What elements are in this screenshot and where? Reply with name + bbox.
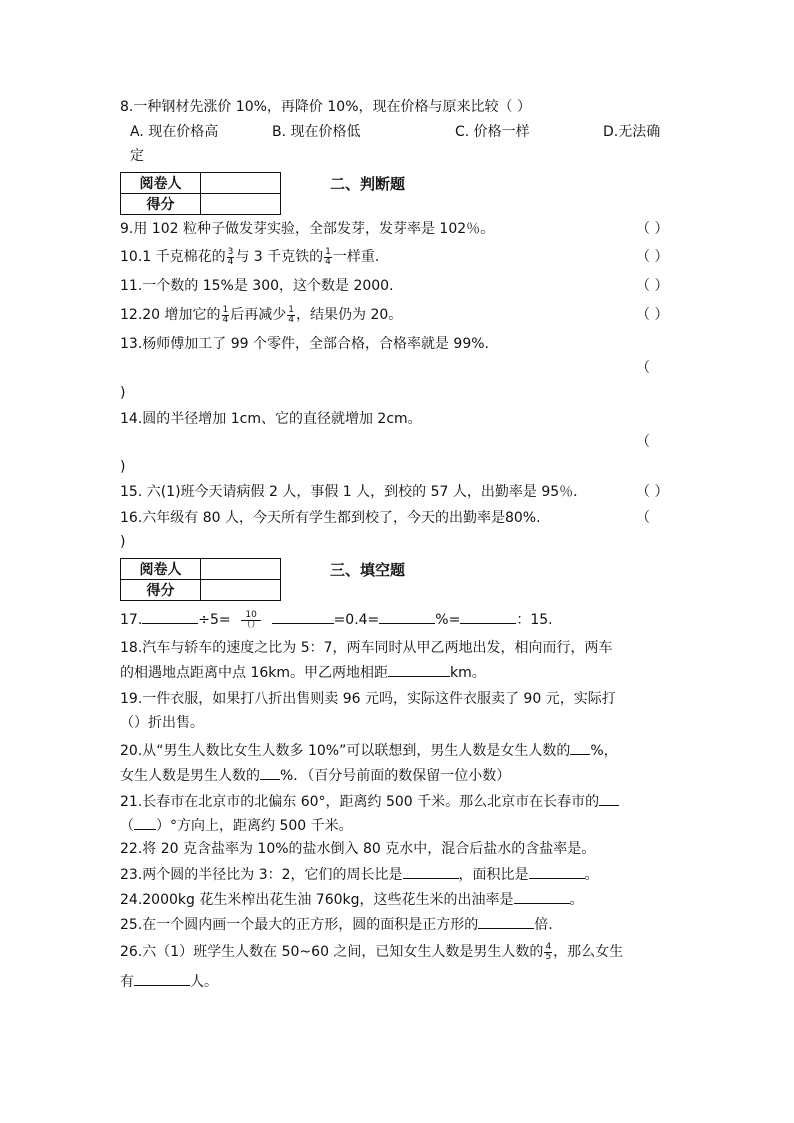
grader-table-2 [120, 558, 281, 601]
q17-part-d: %= [435, 612, 461, 628]
question-17 [120, 609, 553, 630]
score-label: 得分 [121, 580, 201, 601]
q26-part-d: 人。 [190, 974, 218, 990]
question-21-line-1 [120, 791, 619, 812]
q21-part-a: 21.长春市在北京市的北偏东 60°，距离约 500 千米。那么北京市在长春市的 [120, 794, 600, 810]
section-title-judge: 二、判断题 [330, 175, 406, 193]
question-20-line-2 [120, 765, 510, 786]
q20-part-b: %， [590, 743, 618, 759]
answer-paren-10[interactable]: （ ） [636, 249, 669, 265]
fraction: $\frac{4}{5}$ [545, 941, 552, 962]
question-15: 15. 六(1)班今天请病假 2 人，事假 1 人，到校的 57 人，出勤率是 95％． [120, 484, 588, 500]
score-cell[interactable] [201, 194, 281, 215]
question-13: 13.杨师傅加工了 99 个零件，全部合格，合格率就是 99%. [120, 336, 489, 352]
score-cell[interactable] [201, 580, 281, 601]
answer-blank[interactable] [529, 864, 585, 879]
answer-blank[interactable] [134, 971, 190, 986]
q25-part-b: 倍. [534, 917, 553, 933]
q18-part-a: 的相遇地点距离中点 16km。甲乙两地相距 [120, 665, 389, 681]
q8-option-a: A. 现在价格高 [130, 124, 219, 140]
answer-blank[interactable] [142, 609, 198, 624]
question-12 [120, 305, 402, 325]
q10-part-c: 一样重. [332, 249, 380, 265]
answer-blank[interactable] [514, 889, 570, 904]
question-22: 22.将 20 克含盐率为 10%的盐水倒入 80 克水中，混合后盐水的含盐率是。 [120, 841, 596, 857]
fraction: $\frac{1}{4}$ [325, 246, 331, 267]
question-25 [120, 914, 553, 935]
question-21-line-2 [120, 815, 353, 836]
q25-part-a: 25.在一个圆内画一个最大的正方形，圆的面积是正方形的 [120, 917, 479, 933]
q12-part-c: ，结果仍为 20。 [296, 307, 403, 323]
reviewer-label: 阅卷人 [121, 173, 201, 194]
q20-part-d: %．（百分号前面的数保留一位小数） [280, 768, 511, 784]
answer-paren-12[interactable]: （ ） [636, 307, 669, 323]
answer-blank[interactable] [570, 740, 590, 755]
question-23 [120, 864, 599, 885]
answer-blank[interactable] [260, 765, 280, 780]
reviewer-cell[interactable] [201, 559, 281, 580]
q12-part-a: 12.20 增加它的 [120, 307, 221, 323]
question-9: 9.用 102 粒种子做发芽实验，全部发芽，发芽率是 102％。 [120, 221, 495, 237]
answer-paren-9[interactable]: （ ） [636, 221, 669, 237]
q10-part-a: 10.1 千克棉花的 [120, 249, 226, 265]
q8-option-d-wrap: 定 [130, 148, 144, 164]
q21-part-b: （ [120, 818, 134, 834]
q10-part-b: 与 3 千克铁的 [235, 249, 324, 265]
answer-blank[interactable] [403, 864, 459, 879]
section-title-fill: 三、填空题 [330, 561, 406, 579]
q12-part-b: 后再减少 [230, 307, 287, 323]
question-8: 8.一种钢材先涨价 10%，再降价 10%，现在价格与原来比较（ ） [120, 99, 531, 115]
reviewer-cell[interactable] [201, 173, 281, 194]
q17-part-e: ：15. [516, 612, 553, 628]
q8-option-c: C. 价格一样 [455, 124, 530, 140]
question-11: 11.一个数的 15%是 300，这个数是 2000. [120, 278, 394, 294]
q24-part-a: 24.2000kg 花生米榨出花生油 760kg，这些花生米的出油率是 [120, 892, 514, 908]
question-24 [120, 889, 584, 910]
answer-paren-16-close: ) [120, 534, 126, 550]
q24-part-b: 。 [569, 892, 584, 908]
question-19-line-2: （）折出售。 [120, 715, 204, 731]
fraction: $\frac{10}{()}$ [242, 609, 261, 630]
q21-part-c: ）°方向上，距离约 500 千米。 [156, 818, 353, 834]
answer-blank[interactable] [460, 609, 516, 624]
question-18-line-2 [120, 662, 486, 683]
q17-part-c: =0.4= [333, 612, 380, 628]
answer-paren-13-close: ) [120, 385, 126, 401]
q23-part-a: 23.两个圆的半径比为 3：2，它们的周长比是 [120, 867, 403, 883]
fraction: $\frac{1}{4}$ [288, 304, 294, 325]
q20-part-c: 女生人数是男生人数的 [120, 768, 260, 784]
q26-part-b: ，那么女生 [553, 944, 624, 960]
answer-blank[interactable] [134, 815, 156, 830]
q26-part-c: 有 [120, 974, 134, 990]
question-16: 16.六年级有 80 人，今天所有学生都到校了，今天的出勤率是80%. [120, 510, 541, 526]
answer-paren-11[interactable]: （ ） [636, 278, 669, 294]
answer-paren-14-close: ) [120, 459, 126, 475]
reviewer-label: 阅卷人 [121, 559, 201, 580]
q8-option-d: D.无法确 [603, 124, 661, 140]
question-26-line-2 [120, 971, 218, 992]
answer-paren-16-open[interactable]: （ [636, 510, 650, 526]
answer-paren-14-open[interactable]: （ [636, 434, 650, 450]
answer-paren-13-open[interactable]: （ [636, 360, 650, 376]
answer-paren-15[interactable]: （ ） [636, 484, 669, 500]
grader-table-1 [120, 172, 281, 215]
question-20-line-1 [120, 740, 618, 761]
answer-blank[interactable] [478, 914, 534, 929]
q23-part-b: ，面积比是 [458, 867, 529, 883]
answer-blank[interactable] [599, 791, 619, 806]
q23-part-c: 。 [584, 867, 599, 883]
question-10 [120, 247, 379, 267]
q8-option-b: B. 现在价格低 [272, 124, 361, 140]
question-26-line-1 [120, 942, 623, 962]
question-14: 14.圆的半径增加 1cm、它的直径就增加 2cm。 [120, 411, 422, 427]
answer-blank[interactable] [379, 609, 435, 624]
q17-part-b: ÷5= [198, 612, 231, 628]
fraction: $\frac{3}{4}$ [227, 246, 234, 267]
answer-blank[interactable] [272, 609, 334, 624]
q18-part-b: km。 [450, 665, 486, 681]
q17-number: 17. [120, 612, 143, 628]
q20-part-a: 20.从“男生人数比女生人数多 10%”可以联想到，男生人数是女生人数的 [120, 743, 571, 759]
question-19-line-1: 19.一件衣服，如果打八折出售则卖 96 元吗，实际这件衣服卖了 90 元，实际打 [120, 691, 616, 707]
answer-blank[interactable] [388, 662, 450, 677]
fraction: $\frac{1}{4}$ [222, 304, 229, 325]
question-18-line-1: 18.汽车与轿车的速度之比为 5：7，两车同时从甲乙两地出发，相向而行，两车 [120, 640, 613, 656]
q26-part-a: 26.六（1）班学生人数在 50~60 之间，已知女生人数是男生人数的 [120, 944, 544, 960]
score-label: 得分 [121, 194, 201, 215]
